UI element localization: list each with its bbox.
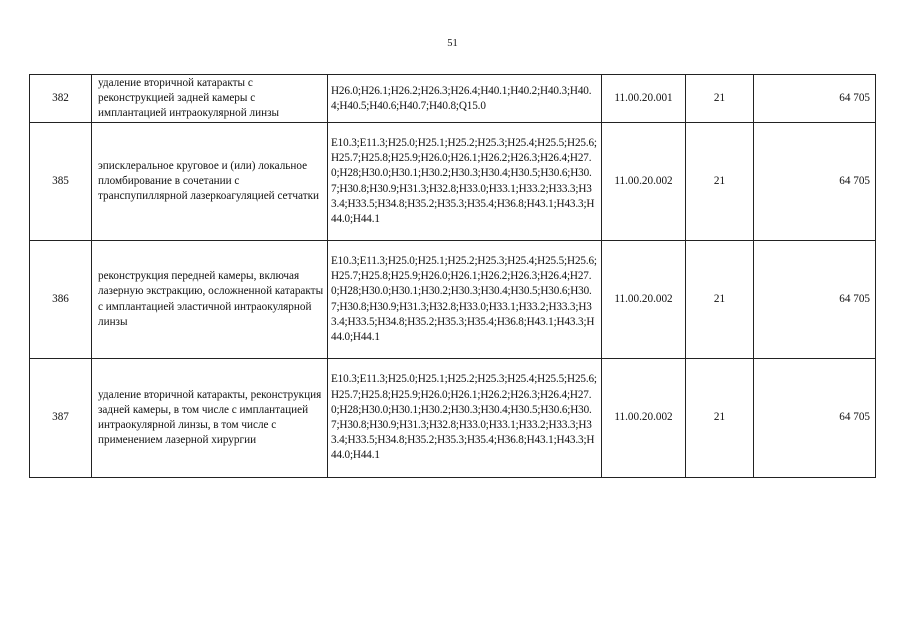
diagnosis-codes-cell: E10.3;E11.3;H25.0;H25.1;H25.2;H25.3;H25.4;H25.5;H25.6;H25.7;H25.8;H25.9;H26.0;H26.1;H26.2;H26.3;H26.4;H27.0;H28;H30.0;H30.1;H30.2;H30.3;H30.4;H30.5;H30.6;H30.7;H30.8;H30.9;H31.3;H32.8;H33.0;H33.1;H33.2;H33.3;H33.4;H33.5;H34.8;H35.2;H35.3;H35.4;H36.8;H43.1;H43.3;H44.0;H44.1 [328, 359, 602, 478]
amount-cell: 64 705 [754, 123, 876, 241]
diagnosis-codes-cell: H26.0;H26.1;H26.2;H26.3;H26.4;H40.1;H40.2;H40.3;H40.4;H40.5;H40.6;H40.7;H40.8;Q15.0 [328, 75, 602, 123]
diagnosis-codes-cell: E10.3;E11.3;H25.0;H25.1;H25.2;H25.3;H25.4;H25.5;H25.6;H25.7;H25.8;H25.9;H26.0;H26.1;H26.2;H26.3;H26.4;H27.0;H28;H30.0;H30.1;H30.2;H30.3;H30.4;H30.5;H30.6;H30.7;H30.8;H30.9;H31.3;H32.8;H33.0;H33.1;H33.2;H33.3;H33.4;H33.5;H34.8;H35.2;H35.3;H35.4;H36.8;H43.1;H43.3;H44.0;H44.1 [328, 123, 602, 241]
service-code-cell: 11.00.20.002 [602, 241, 686, 359]
service-code-cell: 11.00.20.002 [602, 123, 686, 241]
group-cell: 21 [686, 241, 754, 359]
procedure-name-cell: эписклеральное круговое и (или) локальное пломбирование в сочетании с транспупиллярной лазеркоагуляцией сетчатки [92, 123, 328, 241]
page-number: 51 [447, 38, 458, 49]
procedures-table [29, 74, 876, 478]
table-row [30, 241, 876, 359]
table-row [30, 359, 876, 478]
group-cell: 21 [686, 359, 754, 478]
row-number-cell: 387 [30, 359, 92, 478]
table-row [30, 75, 876, 123]
row-number-cell: 386 [30, 241, 92, 359]
group-cell: 21 [686, 123, 754, 241]
amount-cell: 64 705 [754, 75, 876, 123]
amount-cell: 64 705 [754, 359, 876, 478]
diagnosis-codes-cell: E10.3;E11.3;H25.0;H25.1;H25.2;H25.3;H25.4;H25.5;H25.6;H25.7;H25.8;H25.9;H26.0;H26.1;H26.2;H26.3;H26.4;H27.0;H28;H30.0;H30.1;H30.2;H30.3;H30.4;H30.5;H30.6;H30.7;H30.8;H30.9;H31.3;H32.8;H33.0;H33.1;H33.2;H33.3;H33.4;H33.5;H34.8;H35.2;H35.3;H35.4;H36.8;H43.1;H43.3;H44.0;H44.1 [328, 241, 602, 359]
row-number-cell: 382 [30, 75, 92, 123]
procedure-name-cell: удаление вторичной катаракты, реконструкция задней камеры, в том числе с имплантацией интраокулярной линзы, в том числе с применением лазерной хирургии [92, 359, 328, 478]
group-cell: 21 [686, 75, 754, 123]
table-row [30, 123, 876, 241]
amount-cell: 64 705 [754, 241, 876, 359]
procedure-name-cell: удаление вторичной катаракты с реконструкцией задней камеры с имплантацией интраокулярной линзы [92, 75, 328, 123]
service-code-cell: 11.00.20.002 [602, 359, 686, 478]
row-number-cell: 385 [30, 123, 92, 241]
procedure-name-cell: реконструкция передней камеры, включая лазерную экстракцию, осложненной катаракты с имплантацией эластичной интраокулярной линзы [92, 241, 328, 359]
service-code-cell: 11.00.20.001 [602, 75, 686, 123]
